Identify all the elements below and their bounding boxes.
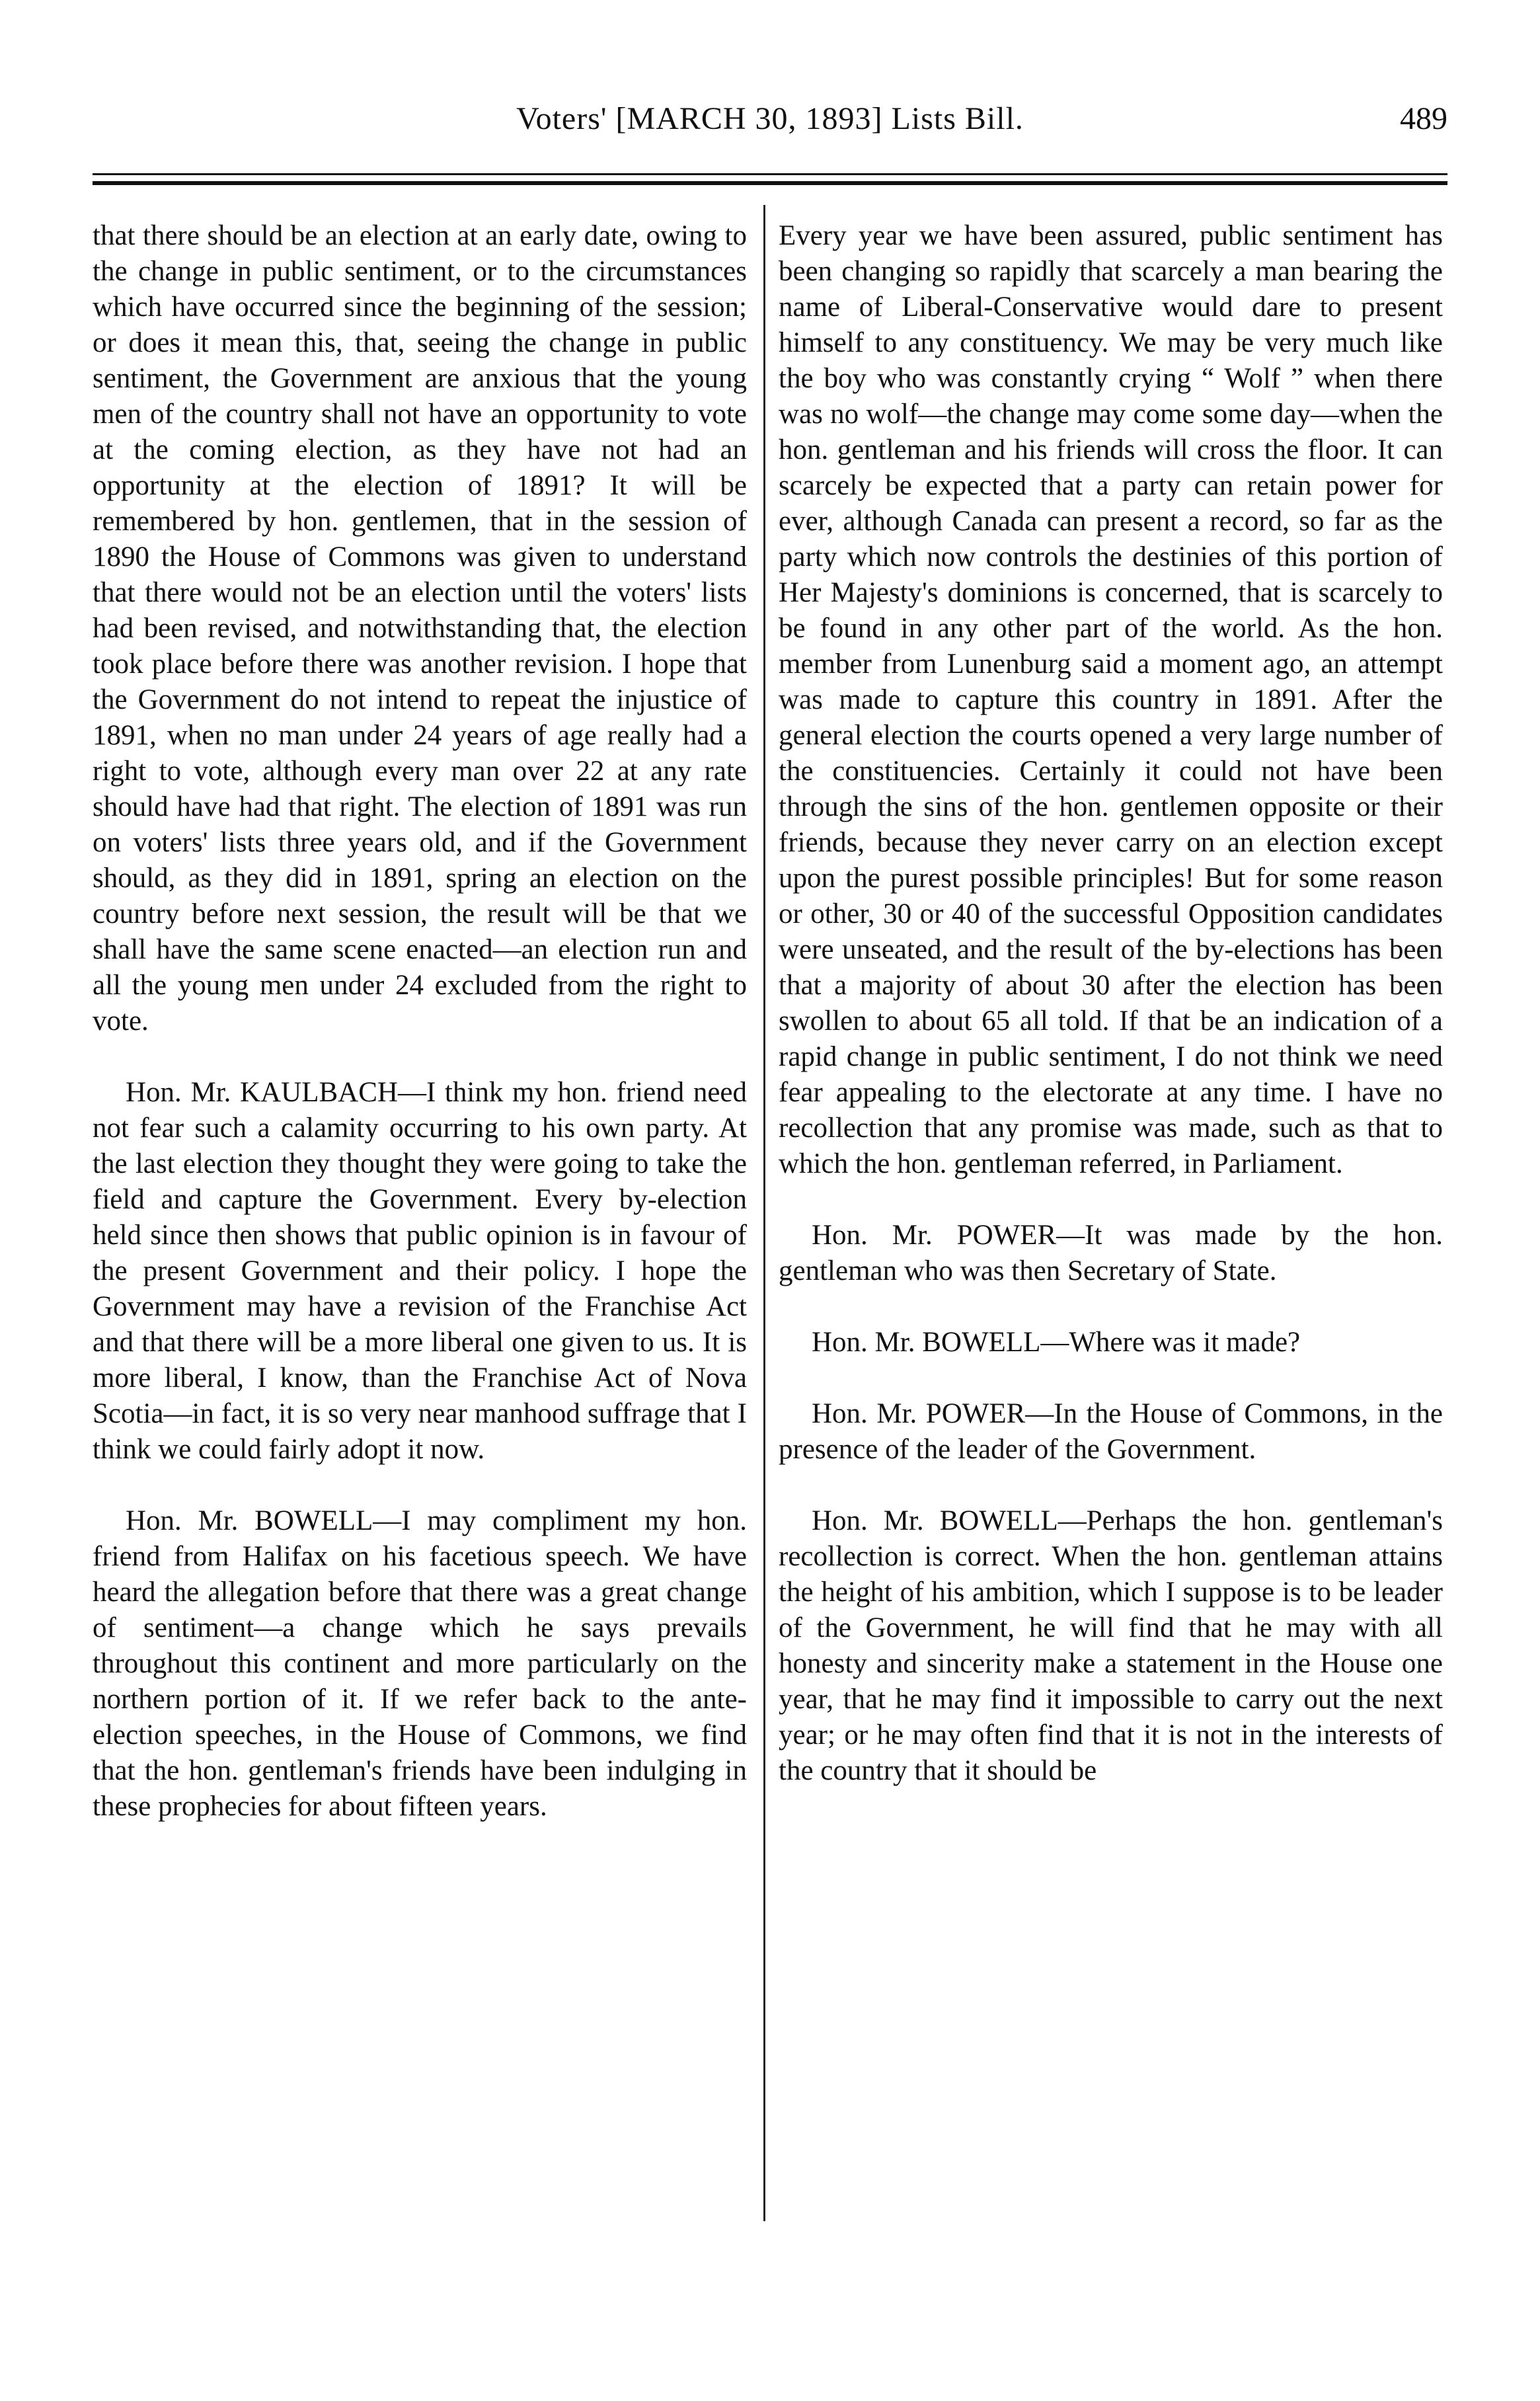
column-divider bbox=[763, 205, 765, 2221]
running-title: Voters' [MARCH 30, 1893] Lists Bill. bbox=[516, 101, 1024, 136]
paragraph: Hon. Mr. POWER—In the House of Commons, in the presence of the leader of the Government. bbox=[779, 1398, 1443, 1465]
paragraph: Hon. Mr. BOWELL—Where was it made? bbox=[812, 1327, 1301, 1358]
paragraph: Hon. Mr. BOWELL—I may compliment my hon. friend from Halifax on his facetious speech. We have heard the allegation before that there was a great change of sentiment—a change which he says prevails throughout this continent and more particularly on the northern portion of it. If we refer back to the ante-election speeches, in the House of Commons, we find that the hon. gentleman's friends have been indulging in these prophecies for about fifteen years. bbox=[93, 1505, 747, 1822]
page-header bbox=[93, 93, 1447, 145]
header-rule-thin bbox=[93, 173, 1447, 175]
paragraph: Hon. Mr. POWER—It was made by the hon. gentleman who was then Secretary of State. bbox=[779, 1220, 1443, 1286]
paragraph: Hon. Mr. KAULBACH—I think my hon. friend need not fear such a calamity occurring to his own party. At the last election they thought they were going to take the field and capture the Government. Every by-election held since then shows that public opinion is in favour of the present Government and their policy. I hope the Government may have a revision of the Franchise Act and that there will be a more liberal one given to us. It is more liberal, I know, than the Franchise Act of Nova Scotia—in fact, it is so very near manhood suffrage that I think we could fairly adopt it now. bbox=[93, 1077, 747, 1465]
right-column bbox=[779, 218, 1443, 1825]
header-rule-thick bbox=[93, 181, 1447, 185]
paragraph: Every year we have been assured, public sentiment has been changing so rapidly that scarcely a man bearing the name of Liberal-Conservative would dare to present himself to any constituency. We may be very much like the boy who was constantly crying “ Wolf ” when there was no wolf—the change may come some day—when the hon. gentleman and his friends will cross the floor. It can scarcely be expected that a party can retain power for ever, although Canada can present a record, so far as the party which now controls the destinies of this portion of Her Majesty's dominions is concerned, that is scarcely to be found in any other part of the world. As the hon. member from Lunenburg said a moment ago, an attempt was made to capture this country in 1891. After the general election the courts opened a very large number of the constituencies. Certainly it could not have been through the sins of the hon. gentlemen opposite or their friends, because they never carry on an election except upon the purest possible principles! But for some reason or other, 30 or 40 of the successful Opposition candidates were unseated, and the result of the by-elections has been that a majority of about 30 after the election has been swollen to about 65 all told. If that be an indication of a rapid change in public sentiment, I do not think we need fear appealing to the electorate at any time. I have no recollection that any promise was made, such as that to which the hon. gentleman referred, in Parliament. bbox=[779, 220, 1443, 1179]
page-number: 489 bbox=[1400, 101, 1447, 136]
paragraph: Hon. Mr. BOWELL—Perhaps the hon. gentleman's recollection is correct. When the hon. gentleman attains the height of his ambition, which I suppose is to be leader of the Government, he will find that he may with all honesty and sincerity make a statement in the House one year, that he may find it impossible to carry out the next year; or he may often find that it is not in the interests of the country that it should be bbox=[779, 1505, 1443, 1786]
paragraph: that there should be an election at an early date, owing to the change in public sentiment, or to the circumstances which have occurred since the beginning of the session; or does it mean this, that, seeing the change in public sentiment, the Government are anxious that the young men of the country shall not have an opportunity to vote at the coming election, as they have not had an opportunity at the election of 1891? It will be remembered by hon. gentlemen, that in the session of 1890 the House of Commons was given to understand that there would not be an election until the voters' lists had been revised, and notwithstanding that, the election took place before there was another revision. I hope that the Government do not intend to repeat the injustice of 1891, when no man under 24 years of age really had a right to vote, although every man over 22 at any rate should have had that right. The election of 1891 was run on voters' lists three years old, and if the Government should, as they did in 1891, spring an election on the country before next session, the result will be that we shall have the same scene enacted—an election run and all the young men under 24 excluded from the right to vote. bbox=[93, 220, 747, 1037]
left-column bbox=[93, 218, 747, 1860]
